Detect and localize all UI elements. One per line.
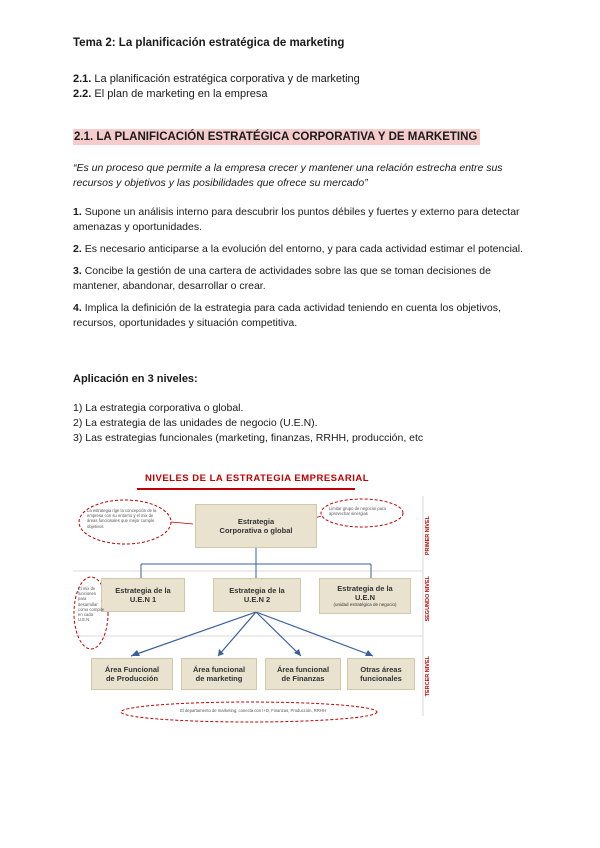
box-line: Estrategia de la: [115, 586, 171, 595]
side-label-second-level: SEGUNDO NIVEL: [425, 576, 431, 622]
level-item: 1) La estrategia corporativa o global.: [73, 402, 244, 414]
diagram-title-underline: [137, 488, 355, 490]
levels-list: [73, 401, 423, 446]
note-corporate: La estrategia rige la concepción de la empresa con su entorno y el mix de áreas funcionales que mejor cumple objetivos: [87, 508, 157, 529]
note-uen: El mix de funciones para desarrollar como compite en cada U.E.N: [78, 586, 105, 623]
box-line: Área funcional: [192, 665, 246, 674]
level-item: 3) Las estrategias funcionales (marketing, finanzas, RRHH, producción, etc: [73, 432, 424, 444]
toc-item-number: 2.1.: [73, 73, 92, 85]
toc-item-text: La planificación estratégica corporativa y de marketing: [94, 73, 360, 85]
point-number: 3.: [73, 265, 82, 277]
box-line: de marketing: [195, 674, 243, 683]
uen-2-box: [213, 578, 301, 612]
box-line: U.E.N 2: [243, 595, 271, 604]
point-text: Supone un análisis interno para descubrir los puntos débiles y fuertes y externo para detectar amenazas y oportunidades.: [73, 206, 520, 233]
box-line: U.E.N 1: [129, 595, 157, 604]
list-item: [73, 264, 538, 294]
box-line: Estrategia de la: [337, 584, 393, 593]
point-number: 1.: [73, 206, 82, 218]
connector-arrow: [256, 612, 301, 656]
functional-area-production-box: [91, 658, 173, 690]
uen-1-box: [101, 578, 185, 612]
note-pointer: [171, 522, 193, 524]
toc-item: [73, 72, 360, 87]
document-title: Tema 2: La planificación estratégica de marketing: [73, 37, 345, 49]
box-line: Área funcional: [276, 665, 330, 674]
functional-area-finance-box: [265, 658, 341, 690]
functional-area-marketing-box: [181, 658, 257, 690]
corporate-strategy-box: [195, 504, 317, 548]
functional-area-other-box: [347, 658, 415, 690]
box-line: funcionales: [360, 674, 402, 683]
box-line: Estrategia: [237, 517, 275, 526]
side-label-first-level: PRIMER NIVEL: [425, 516, 431, 556]
strategy-levels-diagram: [73, 466, 439, 730]
points-list: [73, 205, 538, 338]
list-item: [73, 205, 538, 235]
point-text: Es necesario anticiparse a la evolución del entorno, y para cada actividad estimar el potencial.: [84, 243, 524, 255]
box-line: de Producción: [105, 674, 159, 683]
toc-item-text: El plan de marketing en la empresa: [94, 88, 268, 100]
point-number: 2.: [73, 243, 82, 255]
box-line: U.E.N: [354, 593, 375, 602]
point-text: Concibe la gestión de una cartera de actividades sobre las que se toman decisiones de mantener, abandonar, desarrollar o crear.: [73, 265, 491, 292]
toc-item: [73, 87, 360, 102]
box-line: Área Funcional: [104, 665, 160, 674]
note-marketing-department: El departamento de marketing, conecta con I+D, Finanzas, Producción, RRHH: [180, 708, 326, 713]
list-item: [73, 301, 538, 331]
box-line: de Finanzas: [281, 674, 325, 683]
note-synergies: Limitar grupo de negocio/ para aprovechar sinergias: [329, 506, 386, 517]
box-line: Estrategia de la: [229, 586, 285, 595]
table-of-contents: [73, 72, 360, 102]
box-subtitle: (unidad estratégica de negocio): [333, 602, 397, 607]
side-label-third-level: TERCER NIVEL: [425, 656, 431, 697]
definition-quote: “Es un proceso que permite a la empresa crecer y mantener una relación estrecha entre sus recursos y objetivos y las posibilidades que ofrece su mercado”: [73, 162, 503, 189]
list-item: [73, 242, 538, 257]
diagram-title: NIVELES DE LA ESTRATEGIA EMPRESARIAL: [145, 473, 370, 484]
toc-item-number: 2.2.: [73, 88, 92, 100]
point-text: Implica la definición de la estrategia para cada actividad teniendo en cuenta los objetivos, recursos, oportunidades y situación competitiva.: [73, 302, 501, 329]
application-title: Aplicación en 3 niveles:: [73, 373, 198, 385]
level-item: 2) La estrategia de las unidades de negocio (U.E.N).: [73, 417, 318, 429]
uen-n-box: [319, 578, 411, 614]
box-line: Otras áreas: [360, 665, 402, 674]
connector-arrow: [256, 612, 373, 656]
box-line: Corporativa o global: [219, 526, 293, 535]
section-heading: 2.1. LA PLANIFICACIÓN ESTRATÉGICA CORPORATIVA Y DE MARKETING: [73, 129, 480, 145]
point-number: 4.: [73, 302, 82, 314]
